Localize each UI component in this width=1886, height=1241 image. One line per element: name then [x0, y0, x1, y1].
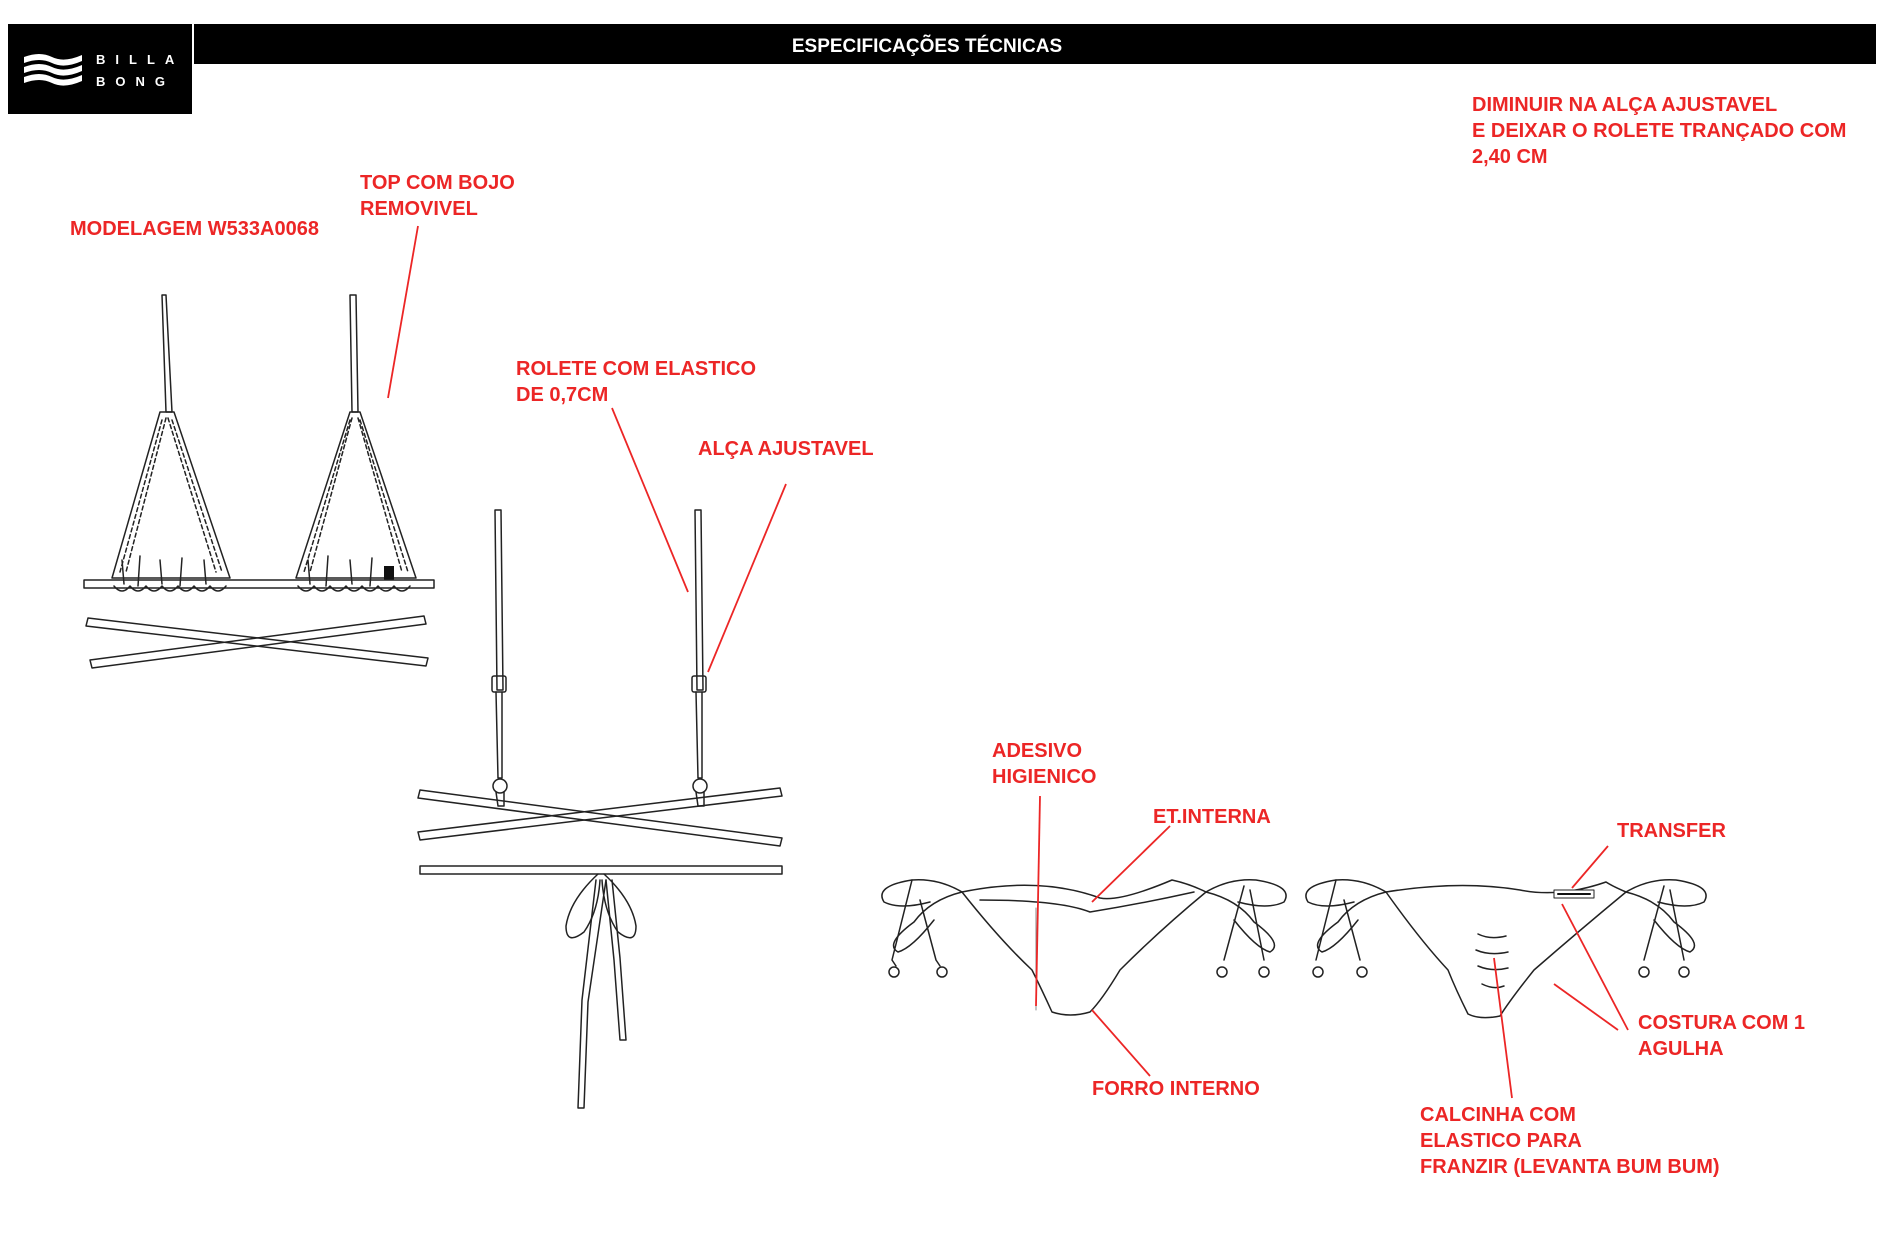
top-bojo-label: TOP COM BOJO REMOVIVEL [360, 172, 515, 220]
alca-label: ALÇA AJUSTAVEL [698, 438, 874, 460]
forro-label: FORRO INTERNO [1092, 1078, 1260, 1100]
transfer-label: TRANSFER [1617, 820, 1726, 842]
adesivo-label: ADESIVO HIGIENICO [992, 740, 1097, 788]
bikini-bottom-back-sketch [1306, 880, 1706, 1018]
et-interna-label: ET.INTERNA [1153, 806, 1271, 828]
rolete-label: ROLETE COM ELASTICO DE 0,7CM [516, 358, 756, 406]
top-bikini-adjustable-sketch [418, 510, 782, 1108]
page-title: ESPECIFICAÇÕES TÉCNICAS [791, 36, 1063, 57]
modelagem-label: MODELAGEM W533A0068 [70, 218, 319, 240]
bikini-bottom-front-sketch [882, 880, 1286, 1015]
brand-line-2: BONG [96, 74, 175, 89]
change-note: DIMINUIR NA ALÇA AJUSTAVEL E DEIXAR O ROLETE TRANÇADO COM 2,40 CM [1472, 94, 1847, 168]
leader-lines [388, 226, 1628, 1098]
brand-line-1: BILLA [96, 52, 185, 67]
calcinha-label: CALCINHA COM ELASTICO PARA FRANZIR (LEVANTA BUM BUM) [1420, 1104, 1720, 1178]
top-bikini-front-sketch [84, 295, 434, 668]
costura-label: COSTURA COM 1 AGULHA [1638, 1012, 1806, 1060]
